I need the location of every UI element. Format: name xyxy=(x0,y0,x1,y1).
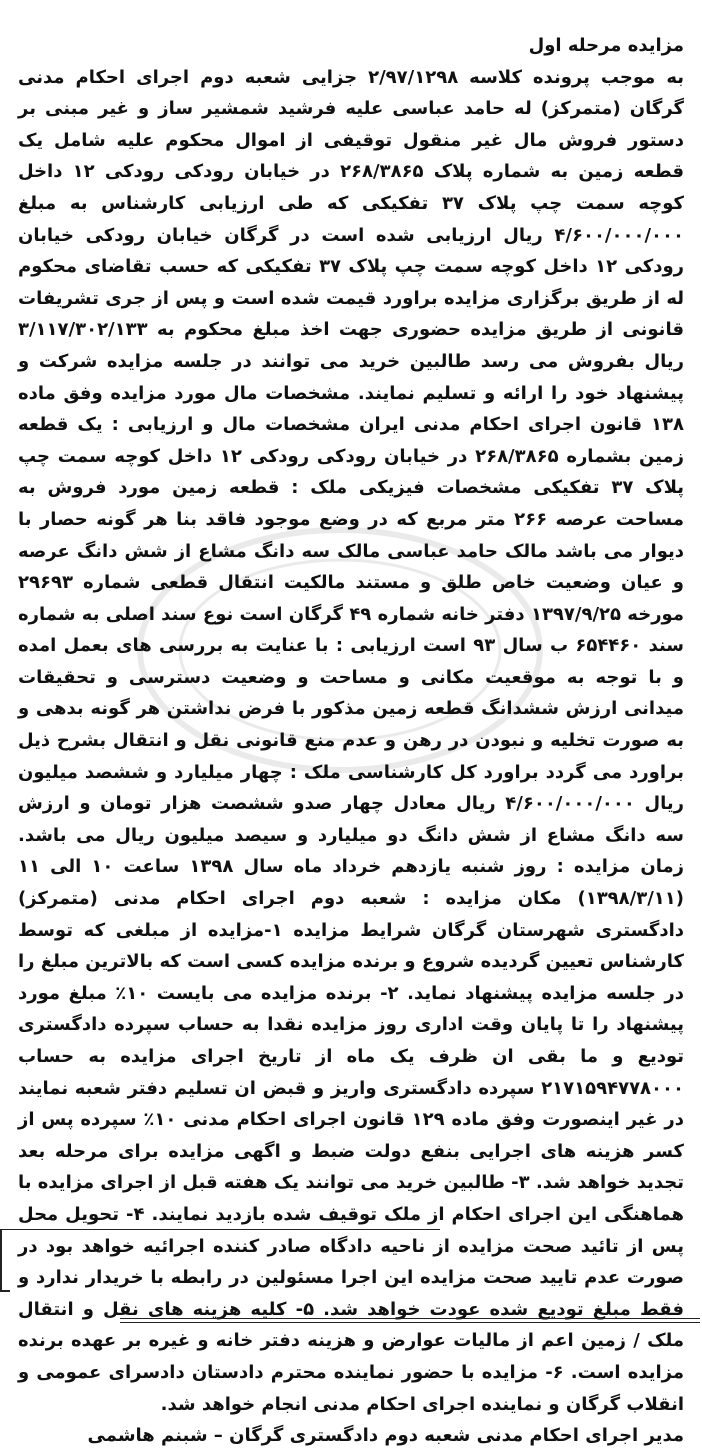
bottom-rule-2 xyxy=(120,1322,700,1323)
notice-signature: مدیر اجرای احکام مدنی شعبه دوم دادگستری گرگان – شبنم هاشمی xyxy=(87,1425,684,1447)
bottom-rule-1 xyxy=(120,1318,700,1319)
notice-body: به موجب پرونده کلاسه ۲/۹۷/۱۲۹۸ جزایی شعبه دوم اجرای احکام مدنی گرگان (متمرکز) له حامد عباسی علیه فرشید شمشیر ساز و غیر مبنی بر دستور فروش مال غیر منقول توقیفی از اموال محکوم علیه شامل یک قطعه زمین به شماره پلاک ۲۶۸/۳۸۶۵ در خیابان رودکی رودکی ۱۲ داخل کوچه سمت چپ پلاک ۳۷ تفکیکی که طی ارزیابی کارشناس به مبلغ ۴/۶۰۰/۰۰۰/۰۰۰ ریال ارزیابی شده است در گرگان خیابان رودکی خیابان رودکی ۱۲ داخل کوچه سمت چپ پلاک ۳۷ تفکیکی که حسب تقاضای محکوم له از طریق برگزاری مزایده براورد قیمت شده است و پس از جری تشریفات قانونی از طریق مزایده حضوری جهت اخذ مبلغ محکوم به ۳/۱۱۷/۳۰۲/۱۳۳ ریال بفروش می رسد طالبین خرید می توانند در جلسه مزایده شرکت و پیشنهاد خود را ارائه و تسلیم نمایند. مشخصات مال مورد مزایده وفق ماده ۱۳۸ قانون اجرای احکام مدنی ایران مشخصات مال و ارزیابی : یک قطعه زمین بشماره ۲۶۸/۳۸۶۵ در خیابان رودکی رودکی ۱۲ داخل کوچه سمت چپ پلاک ۳۷ تفکیکی مشخصات فیزیکی ملک : قطعه زمین مورد فروش به مساحت عرصه ۲۶۶ متر مربع که در وضع موجود فاقد بنا هر گونه حصار با دیوار می باشد مالک حامد عباسی مالک سه دانگ مشاع از شش دانگ عرصه و عیان وضعیت خاص طلق و مستند مالکیت انتقال قطعی شماره ۲۹۶۹۳ مورخه ۱۳۹۷/۹/۲۵ دفتر خانه شماره ۴۹ گرگان است نوع سند اصلی به شماره سند ۶۵۴۴۶۰ ب سال ۹۳ است ارزیابی : با عنایت به بررسی های بعمل امده و با توجه به موقعیت مکانی و مساحت و وضعیت دسترسی و تحقیقات میدانی ارزش ششدانگ قطعه زمین مذکور با فرض نداشتن هر گونه بدهی و به صورت تخلیه و نبودن در رهن و عدم منع قانونی نقل و انتقال بشرح ذیل براورد می گردد براورد کل کارشناسی ملک : چهار میلیارد و ششصد میلیون ریال ۴/۶۰۰/۰۰۰/۰۰۰ ریال معادل چهار صدو ششصت هزار تومان و ارزش سه دانگ مشاع از شش دانگ دو میلیارد و سیصد میلیون ریال می باشد. زمان مزایده : روز شنبه یازدهم خرداد ماه سال ۱۳۹۸ ساعت ۱۰ الی ۱۱ (۱۳۹۸/۳/۱۱) مکان مزایده : شعبه دوم اجرای احکام مدنی (متمرکز) دادگستری شهرستان گرگان شرایط مزایده ۱-مزایده از مبلغی که توسط کارشناس تعیین گردیده شروع و برنده مزایده کسی است که بالاترین مبلغ را در جلسه مزایده پیشنهاد نماید. ۲- برنده مزایده می بایست ۱۰٪ مبلغ مورد پیشنهاد را تا پایان وقت اداری روز مزایده نقدا به حساب سپرده دادگستری تودیع و ما بقی ان ظرف یک ماه از تاریخ اجرای مزایده به حساب ۲۱۷۱۵۹۴۷۷۸۰۰۰ سپرده دادگستری واریز و قبض ان تسلیم دفتر شعبه نمایند در غیر اینصورت وفق ماده ۱۲۹ قانون اجرای احکام مدنی ۱۰٪ سپرده پس از کسر هزینه های اجرایی بنفع دولت ضبط و اگهی مزایده برای مرحله بعد تجدید خواهد شد. ۳- طالبین خرید می توانند یک هفته قبل از اجرای مزایده با هماهنگی این اجرای احکام از ملک توقیف شده بازدید نمایند. ۴- تحویل محل پس از تائید صحت مزایده از ناحیه دادگاه صادر کننده اجرائیه خواهد بود در صورت عدم تایید صحت مزایده این اجرا مسئولین در رابطه با خریدار ندارد و فقط مبلغ تودیع شده عودت خواهد شد. ۵- کلیه هزینه های نقل و انتقال ملک / زمین اعم از مالیات عوارض و هزینه دفتر خانه و غیره بر عهده برنده مزایده است. ۶- مزایده با حضور نماینده محترم دادستان دادسرای عمومی و انقلاب گرگان و نماینده اجرای احکام مدنی انجام خواهد شد. xyxy=(18,66,685,1415)
notice-heading: مزایده مرحله اول xyxy=(528,35,684,56)
auction-notice xyxy=(18,30,684,1452)
frame-top-rule xyxy=(0,1229,440,1230)
frame-corner xyxy=(0,1230,10,1292)
